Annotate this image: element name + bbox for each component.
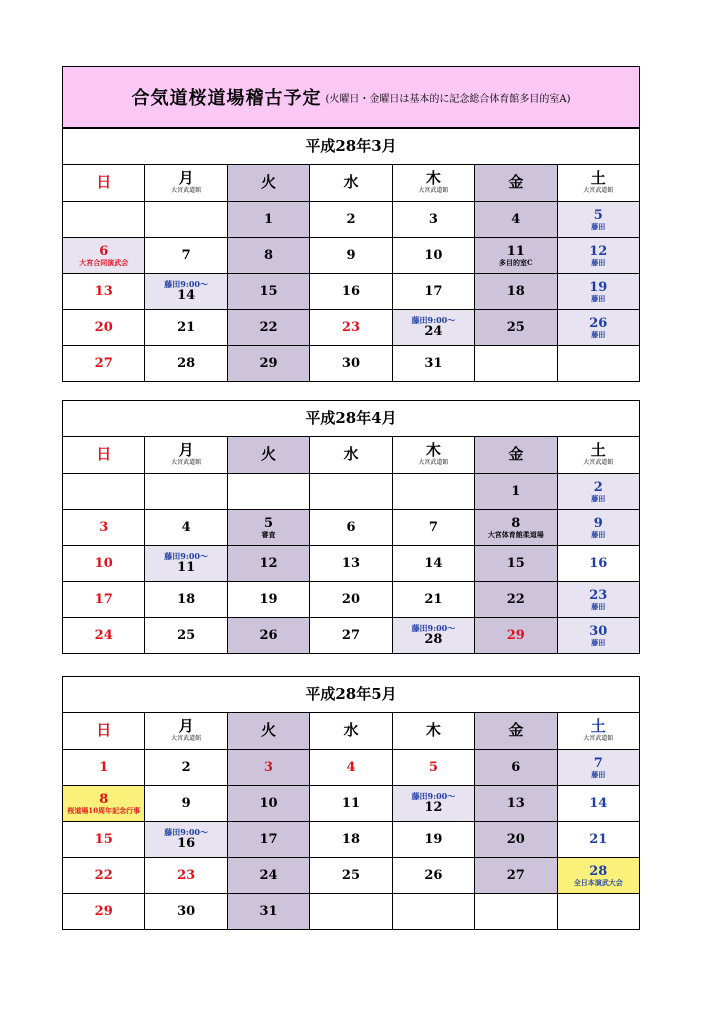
day-cell <box>475 618 557 654</box>
schedule-title: 合気道桜道場稽古予定 <box>131 88 322 109</box>
day-cell <box>392 346 474 382</box>
day-cell <box>475 750 557 786</box>
day-cell <box>227 786 309 822</box>
day-prenote: 藤田9:00～ <box>164 278 208 289</box>
weekday-venue: 大宮武道館 <box>171 459 202 467</box>
weekday-label: 日 <box>96 721 112 740</box>
schedule-title-box <box>62 66 640 128</box>
weekday-label: 土 <box>590 441 606 460</box>
weekday-header <box>557 437 639 474</box>
day-number: 12 <box>424 800 443 816</box>
day-cell <box>557 858 639 894</box>
day-number: 19 <box>259 591 278 607</box>
day-number: 20 <box>341 591 361 607</box>
day-cell <box>557 310 639 346</box>
day-note: 藤田 <box>591 329 606 339</box>
day-number: 10 <box>424 247 443 263</box>
day-cell <box>145 786 227 822</box>
day-cell <box>227 894 309 930</box>
weekday-header <box>145 713 227 750</box>
week-row <box>63 750 640 786</box>
day-cell <box>145 474 227 510</box>
day-number: 7 <box>428 519 438 535</box>
day-cell <box>145 346 227 382</box>
week-row <box>63 546 640 582</box>
weekday-header <box>63 437 145 474</box>
day-note: 全日本演武大会 <box>573 877 623 887</box>
day-cell <box>227 822 309 858</box>
day-cell <box>475 474 557 510</box>
day-cell <box>557 582 639 618</box>
day-prenote: 藤田9:00～ <box>164 550 208 561</box>
day-number: 18 <box>506 283 525 299</box>
day-number: 17 <box>424 283 443 299</box>
day-note: 藤田 <box>591 493 606 503</box>
day-number: 3 <box>428 211 438 227</box>
day-cell <box>310 582 392 618</box>
day-cell <box>227 546 309 582</box>
day-number: 3 <box>264 759 274 775</box>
day-number: 2 <box>181 759 191 775</box>
day-cell <box>392 474 474 510</box>
day-note: 大宮体育館柔道場 <box>487 529 544 539</box>
weekday-label: 水 <box>343 173 359 192</box>
calendar-march <box>62 128 640 382</box>
day-cell <box>145 582 227 618</box>
weekday-label: 火 <box>261 445 277 464</box>
day-cell <box>227 310 309 346</box>
weekday-label: 日 <box>96 445 112 464</box>
day-cell <box>392 858 474 894</box>
day-number: 7 <box>181 247 191 263</box>
weekday-header <box>557 165 639 202</box>
day-cell <box>227 582 309 618</box>
day-cell <box>310 822 392 858</box>
day-cell <box>392 894 474 930</box>
day-note: 藤田 <box>591 221 606 231</box>
day-number: 12 <box>589 244 608 259</box>
day-number: 14 <box>589 795 608 811</box>
weekday-header <box>475 165 557 202</box>
weekday-label: 金 <box>508 721 524 740</box>
day-cell <box>392 582 474 618</box>
day-cell <box>227 510 309 546</box>
day-cell <box>63 786 145 822</box>
day-cell <box>392 310 474 346</box>
day-prenote: 藤田9:00～ <box>411 622 456 633</box>
day-cell <box>145 202 227 238</box>
day-cell <box>310 750 392 786</box>
month-label: 平成28年4月 <box>63 401 640 437</box>
day-cell <box>145 546 227 582</box>
day-cell <box>475 822 557 858</box>
week-row <box>63 274 640 310</box>
day-number: 22 <box>94 867 113 883</box>
day-cell <box>310 510 392 546</box>
day-cell <box>63 274 145 310</box>
day-cell <box>145 750 227 786</box>
weekday-header <box>227 713 309 750</box>
day-cell <box>63 474 145 510</box>
weekday-venue: 大宮武道館 <box>171 735 202 743</box>
day-cell <box>63 546 145 582</box>
day-number: 8 <box>511 516 521 531</box>
weekday-label: 金 <box>508 173 524 192</box>
day-cell <box>392 238 474 274</box>
day-note: 藤田 <box>591 769 606 779</box>
month-label: 平成28年3月 <box>63 129 640 165</box>
day-cell <box>227 750 309 786</box>
weekday-label: 火 <box>261 173 277 192</box>
week-row <box>63 346 640 382</box>
week-row <box>63 858 640 894</box>
day-cell <box>63 310 145 346</box>
day-cell <box>475 238 557 274</box>
week-row <box>63 202 640 238</box>
weekday-label: 土 <box>590 717 606 736</box>
day-number: 6 <box>511 759 521 775</box>
weekday-venue: 大宮武道館 <box>583 187 614 195</box>
day-number: 25 <box>506 319 525 335</box>
day-number: 13 <box>341 555 361 571</box>
week-row <box>63 786 640 822</box>
weekday-header <box>63 165 145 202</box>
day-number: 9 <box>181 795 191 811</box>
day-number: 24 <box>259 867 278 883</box>
weekday-label: 木 <box>425 169 441 188</box>
week-row <box>63 618 640 654</box>
day-number: 10 <box>259 795 278 811</box>
day-number: 23 <box>589 588 608 603</box>
day-cell <box>145 618 227 654</box>
weekday-header <box>392 437 474 474</box>
day-note: 藤田 <box>591 601 606 611</box>
day-number: 18 <box>341 831 361 847</box>
day-number: 14 <box>177 288 196 304</box>
day-number: 16 <box>177 836 196 852</box>
day-cell <box>227 474 309 510</box>
day-number: 30 <box>177 903 196 919</box>
day-cell <box>310 346 392 382</box>
day-note: 藤田 <box>591 529 606 539</box>
day-number: 8 <box>264 247 274 263</box>
day-note: 審査 <box>261 529 276 539</box>
weekday-label: 月 <box>178 717 194 736</box>
month-label: 平成28年5月 <box>63 677 640 713</box>
day-number: 2 <box>346 211 356 227</box>
day-number: 22 <box>259 319 278 335</box>
day-number: 22 <box>506 591 525 607</box>
weekday-venue: 大宮武道館 <box>171 187 202 195</box>
day-note: 大宮合同演武会 <box>79 257 129 267</box>
day-cell <box>310 474 392 510</box>
day-prenote: 藤田9:00～ <box>164 826 208 837</box>
weekday-label: 日 <box>96 173 112 192</box>
day-number: 19 <box>589 280 608 295</box>
day-cell <box>310 310 392 346</box>
day-cell <box>392 274 474 310</box>
week-row <box>63 582 640 618</box>
day-cell <box>227 618 309 654</box>
weekday-label: 水 <box>343 445 359 464</box>
day-note: 藤田 <box>591 293 606 303</box>
day-cell <box>63 582 145 618</box>
day-cell <box>63 750 145 786</box>
day-number: 3 <box>99 519 109 535</box>
weekday-header <box>310 713 392 750</box>
day-number: 11 <box>341 795 361 811</box>
day-number: 13 <box>94 283 113 299</box>
weekday-header <box>227 437 309 474</box>
week-row <box>63 510 640 546</box>
weekday-venue: 大宮武道館 <box>418 187 449 195</box>
day-cell <box>475 894 557 930</box>
weekday-header <box>310 165 392 202</box>
day-cell <box>557 822 639 858</box>
day-number: 1 <box>264 211 274 227</box>
day-cell <box>392 786 474 822</box>
day-cell <box>63 858 145 894</box>
day-cell <box>392 822 474 858</box>
day-number: 27 <box>506 867 525 883</box>
day-number: 26 <box>589 316 608 331</box>
week-row <box>63 822 640 858</box>
day-number: 4 <box>346 759 356 775</box>
day-number: 4 <box>511 211 521 227</box>
day-cell <box>227 346 309 382</box>
weekday-header <box>392 165 474 202</box>
day-number: 24 <box>94 627 113 643</box>
weekday-header <box>63 713 145 750</box>
day-number: 1 <box>99 759 109 775</box>
day-cell <box>310 858 392 894</box>
day-number: 21 <box>177 319 196 335</box>
day-cell <box>557 346 639 382</box>
day-cell <box>557 274 639 310</box>
day-cell <box>475 582 557 618</box>
day-cell <box>145 894 227 930</box>
day-number: 17 <box>94 591 113 607</box>
schedule-subtitle: (火曜日・金曜日は基本的に記念総合体育館多目的室A) <box>325 93 571 105</box>
day-cell <box>392 750 474 786</box>
day-cell <box>475 310 557 346</box>
day-number: 8 <box>99 792 109 807</box>
day-cell <box>475 346 557 382</box>
weekday-header <box>392 713 474 750</box>
day-number: 30 <box>589 624 608 639</box>
day-number: 12 <box>259 555 278 571</box>
day-prenote: 藤田9:00～ <box>411 314 456 325</box>
day-cell <box>145 310 227 346</box>
weekday-venue: 大宮武道館 <box>583 735 614 743</box>
day-cell <box>557 474 639 510</box>
day-cell <box>475 786 557 822</box>
day-number: 23 <box>177 867 196 883</box>
day-cell <box>475 546 557 582</box>
day-cell <box>145 858 227 894</box>
day-number: 29 <box>259 355 278 371</box>
day-number: 6 <box>99 244 109 259</box>
day-cell <box>310 894 392 930</box>
day-cell <box>557 202 639 238</box>
weekday-header <box>145 437 227 474</box>
day-cell <box>392 546 474 582</box>
day-cell <box>310 618 392 654</box>
day-number: 25 <box>177 627 196 643</box>
weekday-label: 金 <box>508 445 524 464</box>
day-number: 27 <box>341 627 361 643</box>
weekday-header <box>475 713 557 750</box>
day-cell <box>310 274 392 310</box>
day-cell <box>63 346 145 382</box>
day-cell <box>475 202 557 238</box>
day-cell <box>63 202 145 238</box>
weekday-label: 木 <box>425 441 441 460</box>
calendar-april <box>62 400 640 654</box>
day-cell <box>392 202 474 238</box>
day-number: 13 <box>506 795 525 811</box>
day-number: 26 <box>259 627 278 643</box>
day-number: 9 <box>593 516 603 531</box>
day-cell <box>475 510 557 546</box>
day-number: 15 <box>259 283 278 299</box>
day-number: 21 <box>424 591 443 607</box>
day-number: 15 <box>506 555 525 571</box>
day-number: 4 <box>181 519 191 535</box>
day-number: 23 <box>341 319 361 335</box>
day-number: 29 <box>94 903 113 919</box>
day-number: 9 <box>346 247 356 263</box>
day-number: 19 <box>424 831 443 847</box>
day-number: 20 <box>94 319 113 335</box>
day-cell <box>310 786 392 822</box>
day-number: 29 <box>506 627 525 643</box>
day-cell <box>63 510 145 546</box>
day-cell <box>227 274 309 310</box>
day-number: 20 <box>506 831 525 847</box>
day-note: 藤田 <box>591 637 606 647</box>
day-number: 26 <box>424 867 443 883</box>
calendar-may <box>62 676 640 930</box>
day-number: 16 <box>341 283 361 299</box>
weekday-label: 月 <box>178 169 194 188</box>
day-prenote: 藤田9:00～ <box>411 790 456 801</box>
day-cell <box>227 202 309 238</box>
day-number: 14 <box>424 555 443 571</box>
day-number: 11 <box>177 560 196 576</box>
weekday-venue: 大宮武道館 <box>583 459 614 467</box>
day-number: 5 <box>428 759 438 775</box>
day-cell <box>63 822 145 858</box>
day-number: 25 <box>341 867 361 883</box>
day-number: 2 <box>593 480 603 495</box>
day-number: 28 <box>424 632 443 648</box>
day-number: 16 <box>589 555 608 571</box>
day-number: 7 <box>593 756 603 771</box>
weekday-header <box>310 437 392 474</box>
day-cell <box>557 546 639 582</box>
day-number: 31 <box>259 903 278 919</box>
day-number: 5 <box>264 516 274 531</box>
day-number: 15 <box>94 831 113 847</box>
day-cell <box>145 822 227 858</box>
day-number: 27 <box>94 355 113 371</box>
weekday-venue: 大宮武道館 <box>418 459 449 467</box>
day-number: 1 <box>511 483 521 499</box>
day-number: 17 <box>259 831 278 847</box>
day-number: 5 <box>593 208 603 223</box>
day-cell <box>145 510 227 546</box>
day-cell <box>557 894 639 930</box>
week-row <box>63 894 640 930</box>
day-cell <box>63 894 145 930</box>
day-number: 28 <box>589 864 608 879</box>
day-number: 10 <box>94 555 113 571</box>
day-note: 多目的室C <box>499 257 533 267</box>
day-cell <box>557 510 639 546</box>
weekday-label: 火 <box>261 721 277 740</box>
day-cell <box>310 546 392 582</box>
week-row <box>63 474 640 510</box>
day-number: 30 <box>341 355 361 371</box>
day-note: 藤田 <box>591 257 606 267</box>
weekday-header <box>227 165 309 202</box>
day-cell <box>392 510 474 546</box>
week-row <box>63 310 640 346</box>
weekday-label: 土 <box>590 169 606 188</box>
day-cell <box>475 858 557 894</box>
day-number: 28 <box>177 355 196 371</box>
weekday-header <box>475 437 557 474</box>
weekday-header <box>557 713 639 750</box>
day-note: 桜道場10周年記念行事 <box>67 805 141 815</box>
day-cell <box>310 202 392 238</box>
day-number: 31 <box>424 355 443 371</box>
day-number: 21 <box>589 831 608 847</box>
day-cell <box>227 858 309 894</box>
day-cell <box>145 238 227 274</box>
day-cell <box>227 238 309 274</box>
day-cell <box>557 238 639 274</box>
weekday-header <box>145 165 227 202</box>
weekday-label: 月 <box>178 441 194 460</box>
day-cell <box>63 238 145 274</box>
week-row <box>63 238 640 274</box>
day-cell <box>392 618 474 654</box>
day-number: 11 <box>506 244 525 259</box>
day-number: 18 <box>177 591 196 607</box>
day-cell <box>63 618 145 654</box>
weekday-label: 水 <box>343 721 359 740</box>
day-number: 24 <box>424 324 443 340</box>
day-cell <box>557 786 639 822</box>
day-cell <box>557 618 639 654</box>
weekday-label: 木 <box>425 721 441 740</box>
day-cell <box>310 238 392 274</box>
day-number: 6 <box>346 519 356 535</box>
day-cell <box>145 274 227 310</box>
day-cell <box>557 750 639 786</box>
day-cell <box>475 274 557 310</box>
